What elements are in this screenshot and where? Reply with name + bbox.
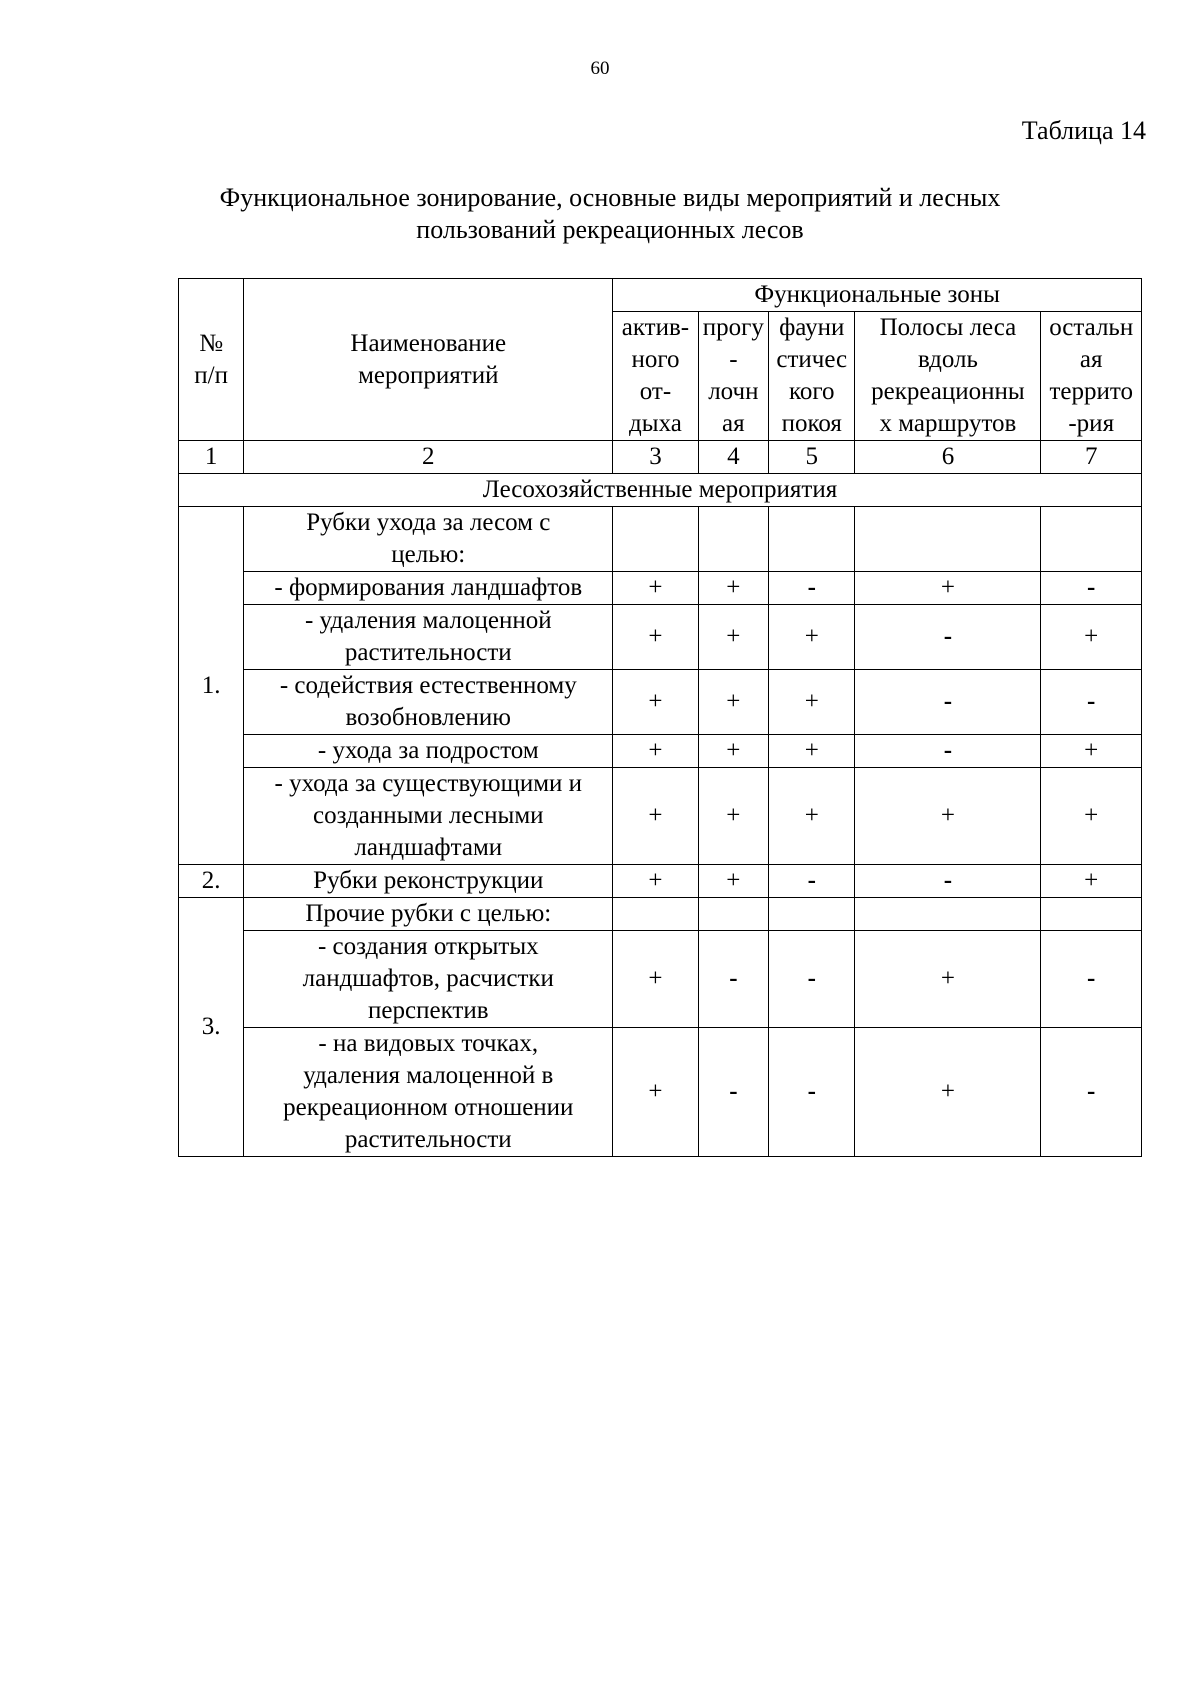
zone-mark: + <box>855 572 1041 605</box>
row-number: 2. <box>179 865 244 898</box>
col-number: 7 <box>1041 441 1142 474</box>
zone-mark: + <box>1041 605 1142 670</box>
group-title-line: Прочие рубки с целью: <box>305 900 552 927</box>
measure-name-line: - формирования ландшафтов <box>274 574 583 601</box>
zoning-table <box>178 278 1142 1157</box>
zone-mark: + <box>698 735 768 768</box>
empty-cell <box>1041 507 1142 572</box>
empty-cell <box>613 898 698 931</box>
zone-mark: + <box>855 931 1041 1028</box>
col-number: 1 <box>179 441 244 474</box>
header-zone-1-line: ного <box>631 346 680 373</box>
table-row <box>179 735 1142 768</box>
zone-mark: + <box>613 768 698 865</box>
header-zone-5-line: -рия <box>1068 410 1115 437</box>
table-row <box>179 605 1142 670</box>
header-zone-1-line: дыха <box>629 410 682 437</box>
measure-name-line: растительности <box>344 1126 512 1153</box>
header-zone-5-line: остальн <box>1049 314 1134 341</box>
empty-cell <box>769 898 855 931</box>
measure-name-line: ландшафтами <box>354 834 503 861</box>
zone-mark: - <box>855 735 1041 768</box>
header-zone-4-line: Полосы леса <box>879 314 1017 341</box>
empty-cell <box>698 507 768 572</box>
zone-mark: - <box>1041 572 1142 605</box>
zone-mark: + <box>613 735 698 768</box>
empty-cell <box>698 898 768 931</box>
table-row <box>179 507 1142 572</box>
header-zone-4-line: х маршрутов <box>879 410 1017 437</box>
header-zone-4-line: рекреационны <box>871 378 1025 405</box>
group-title-line: Рубки ухода за лесом с <box>306 509 551 536</box>
table-title <box>180 182 1040 246</box>
header-name-line: мероприятий <box>358 361 499 389</box>
empty-cell <box>769 507 855 572</box>
table-row <box>179 768 1142 865</box>
zone-mark: - <box>698 931 768 1028</box>
zone-mark: + <box>613 1028 698 1157</box>
zone-mark: - <box>769 1028 855 1157</box>
zone-mark: - <box>855 670 1041 735</box>
zone-mark: - <box>1041 1028 1142 1157</box>
group-title <box>244 898 613 931</box>
header-zone-3-line: кого <box>788 378 835 405</box>
zone-mark: + <box>769 735 855 768</box>
header-zone-1 <box>613 312 698 441</box>
zone-mark: + <box>855 768 1041 865</box>
header-zone-5 <box>1041 312 1142 441</box>
header-zone-5-line: ая <box>1079 346 1103 373</box>
header-zone-2 <box>698 312 768 441</box>
measure-name <box>244 572 613 605</box>
zone-mark: + <box>855 1028 1041 1157</box>
header-num-line: № <box>199 329 224 357</box>
header-zone-2-line: ая <box>722 410 745 437</box>
section-title: Лесохозяйственные мероприятия <box>179 474 1142 507</box>
measure-name-line: созданными лесными <box>313 802 544 829</box>
measure-name <box>244 768 613 865</box>
zone-mark: + <box>698 865 768 898</box>
table-row <box>179 931 1142 1028</box>
header-zone-3-line: фауни <box>779 314 845 341</box>
zone-mark: + <box>1041 768 1142 865</box>
header-zone-2-line: - <box>729 346 738 373</box>
table-row <box>179 1028 1142 1157</box>
col-number: 2 <box>244 441 613 474</box>
table-title-line: пользований рекреационных лесов <box>416 215 804 244</box>
measure-name-line: - на видовых точках, <box>318 1030 539 1057</box>
measure-name <box>244 735 613 768</box>
header-zone-2-line: лочн <box>708 378 759 405</box>
measure-name-line: - создания открытых <box>317 933 539 960</box>
col-number: 4 <box>698 441 768 474</box>
zone-mark: - <box>769 865 855 898</box>
header-row-group <box>179 279 1142 312</box>
zone-mark: - <box>698 1028 768 1157</box>
group-title-line: целью: <box>391 541 466 568</box>
measure-name <box>244 1028 613 1157</box>
measure-name-line: возобновлению <box>345 704 511 731</box>
zone-mark: + <box>769 605 855 670</box>
header-zone-4 <box>855 312 1041 441</box>
table-body <box>179 474 1142 1157</box>
group-title <box>244 507 613 572</box>
zone-mark: + <box>613 931 698 1028</box>
measure-name <box>244 670 613 735</box>
group-title-line: Рубки реконструкции <box>313 867 544 894</box>
zone-mark: + <box>769 670 855 735</box>
table-row <box>179 572 1142 605</box>
table-label: Таблица 14 <box>1021 116 1146 145</box>
header-name <box>244 279 613 441</box>
header-zone-5-line: террито <box>1049 378 1133 405</box>
col-number: 5 <box>769 441 855 474</box>
zone-mark: - <box>855 605 1041 670</box>
header-zone-3-line: стичес <box>776 346 848 373</box>
empty-cell <box>855 898 1041 931</box>
zone-mark: + <box>1041 865 1142 898</box>
header-num-line: п/п <box>194 361 229 389</box>
header-zone-1-line: от- <box>639 378 672 405</box>
col-number: 3 <box>613 441 698 474</box>
measure-name-line: - ухода за подростом <box>317 737 539 764</box>
header-name-line: Наименование <box>350 329 507 357</box>
measure-name-line: - содействия естественному <box>279 672 577 699</box>
header-functional-zones: Функциональные зоны <box>613 279 1142 312</box>
row-number: 1. <box>179 507 244 865</box>
empty-cell <box>855 507 1041 572</box>
header-zone-2-line: прогу <box>702 314 764 341</box>
zone-mark: + <box>698 572 768 605</box>
measure-name-line: - ухода за существующими и <box>274 770 583 797</box>
empty-cell <box>1041 898 1142 931</box>
group-title <box>244 865 613 898</box>
zone-mark: + <box>613 605 698 670</box>
header-zone-3-line: покоя <box>781 410 842 437</box>
zone-mark: - <box>769 931 855 1028</box>
measure-name-line: растительности <box>344 639 512 666</box>
measure-name-line: ландшафтов, расчистки <box>302 965 554 992</box>
header-num <box>179 279 244 441</box>
page-number: 60 <box>590 58 610 79</box>
empty-cell <box>613 507 698 572</box>
zone-mark: - <box>855 865 1041 898</box>
measure-name-line: удаления малоценной в <box>303 1062 554 1089</box>
zone-mark: - <box>1041 670 1142 735</box>
table-title-line: Функциональное зонирование, основные виды мероприятий и лесных <box>219 183 1001 212</box>
zone-mark: - <box>1041 931 1142 1028</box>
zone-mark: - <box>769 572 855 605</box>
zone-mark: + <box>769 768 855 865</box>
measure-name <box>244 931 613 1028</box>
header-row-col-numbers <box>179 441 1142 474</box>
zone-mark: + <box>613 670 698 735</box>
zone-mark: + <box>698 768 768 865</box>
col-number: 6 <box>855 441 1041 474</box>
measure-name-line: перспектив <box>368 997 489 1024</box>
table-row <box>179 898 1142 931</box>
zone-mark: + <box>613 572 698 605</box>
measure-name-line: рекреационном отношении <box>283 1094 574 1121</box>
row-number: 3. <box>179 898 244 1157</box>
zone-mark: + <box>698 670 768 735</box>
header-zone-1-line: актив- <box>621 314 690 341</box>
table-row <box>179 670 1142 735</box>
header-zone-3 <box>769 312 855 441</box>
section-row <box>179 474 1142 507</box>
measure-name <box>244 605 613 670</box>
header-zone-4-line: вдоль <box>917 346 978 373</box>
measure-name-line: - удаления малоценной <box>304 607 552 634</box>
zone-mark: + <box>1041 735 1142 768</box>
zone-mark: + <box>698 605 768 670</box>
zone-mark: + <box>613 865 698 898</box>
table-row <box>179 865 1142 898</box>
